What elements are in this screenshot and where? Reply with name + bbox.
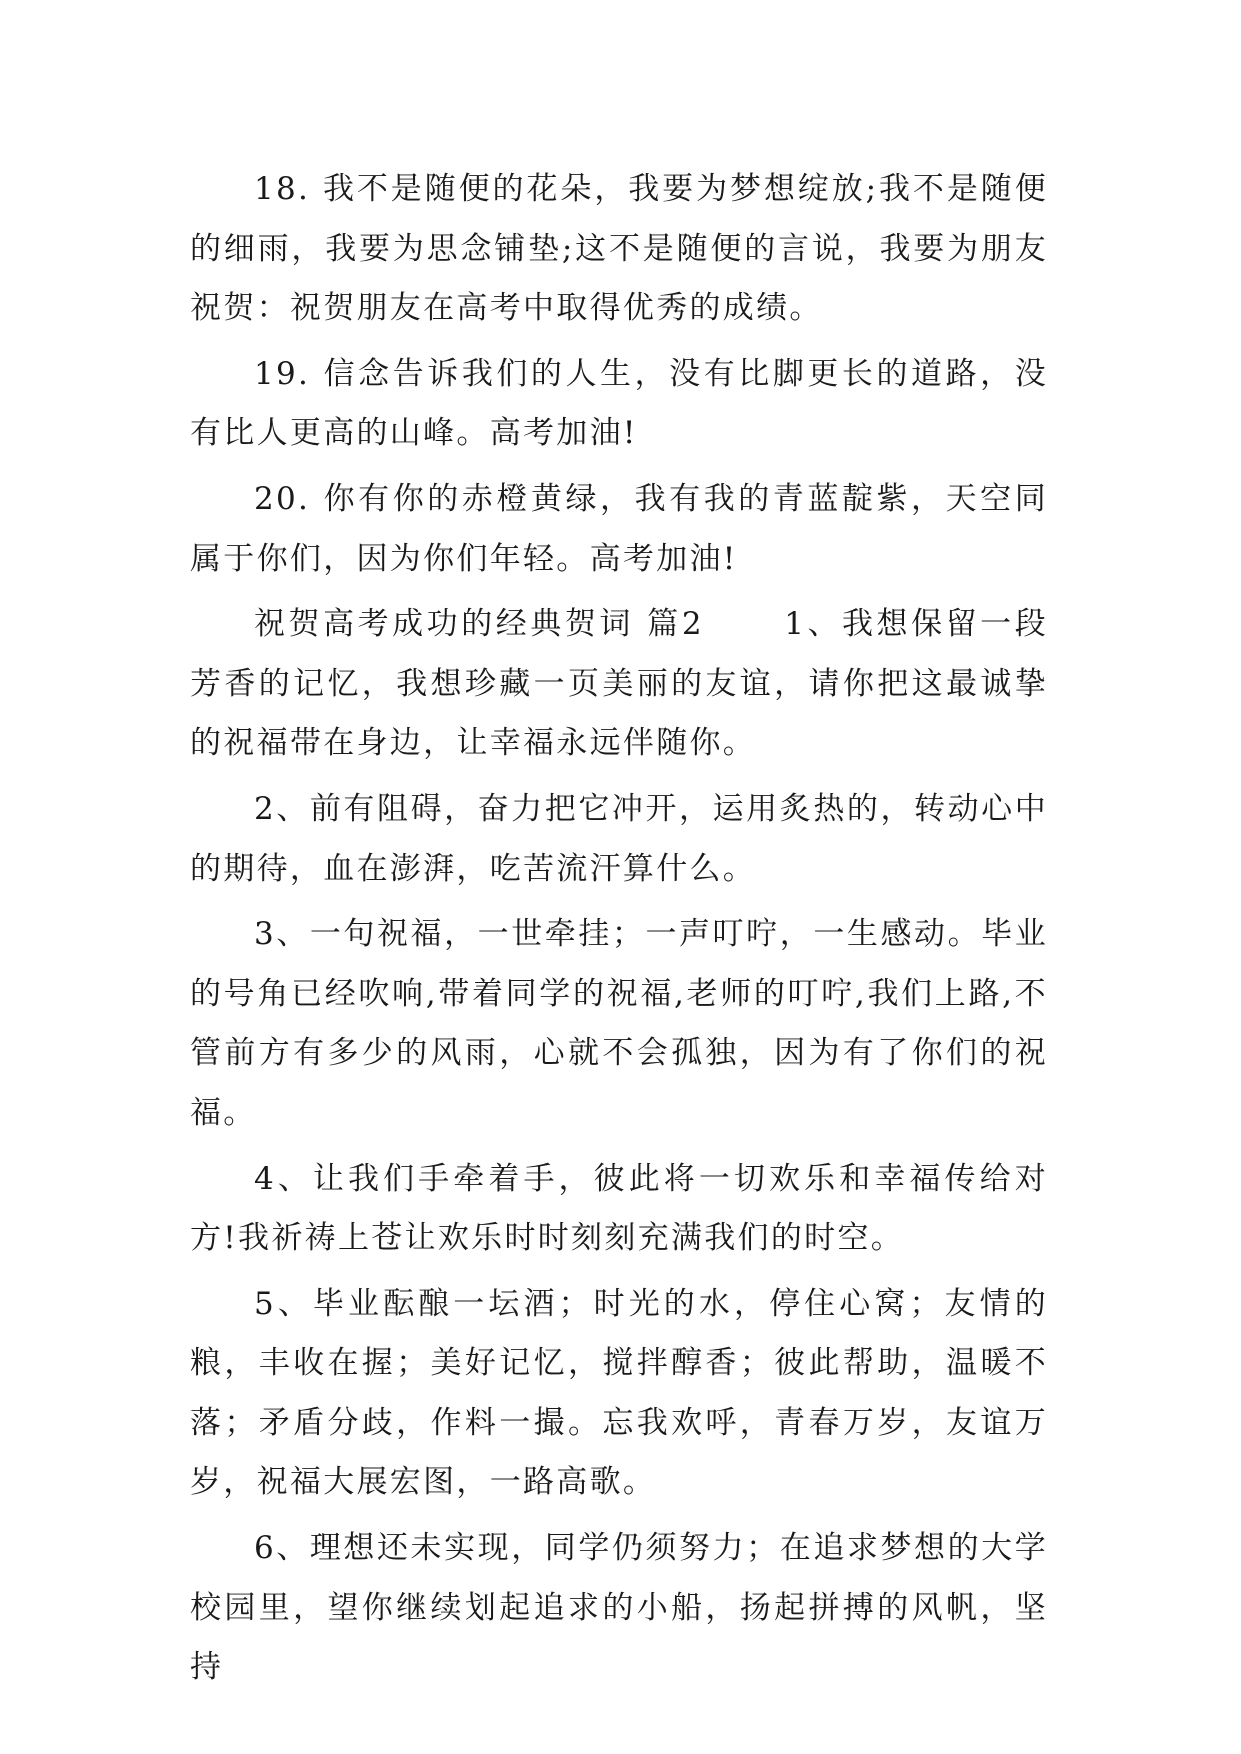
paragraph-18: 18. 我不是随便的花朵，我要为梦想绽放;我不是随便的细雨，我要为思念铺垫;这不是随便的言说，我要为朋友祝贺：祝贺朋友在高考中取得优秀的成绩。	[190, 171, 1048, 327]
paragraph-section-2-item-1: 祝贺高考成功的经典贺词 篇2 1、我想保留一段芳香的记忆，我想珍藏一页美丽的友谊，请你把这最诚挚的祝福带在身边，让幸福永远伴随你。	[190, 606, 1048, 762]
paragraph-19: 19. 信念告诉我们的人生，没有比脚更长的道路，没有比人更高的山峰。高考加油!	[190, 355, 1048, 452]
paragraph-item-3: 3、一句祝福，一世牵挂；一声叮咛，一生感动。毕业的号角已经吹响,带着同学的祝福,老师的叮咛,我们上路,不管前方有多少的风雨，心就不会孤独，因为有了你们的祝福。	[190, 916, 1048, 1131]
paragraph-item-6: 6、理想还未实现，同学仍须努力；在追求梦想的大学校园里，望你继续划起追求的小船，扬起拼搏的风帆，坚持	[190, 1530, 1048, 1686]
paragraph-20: 20. 你有你的赤橙黄绿，我有我的青蓝靛紫，天空同属于你们，因为你们年轻。高考加油!	[190, 480, 1048, 577]
paragraph-item-5: 5、毕业酝酿一坛酒；时光的水，停住心窝；友情的粮，丰收在握；美好记忆，搅拌醇香；彼此帮助，温暖不落；矛盾分歧，作料一撮。忘我欢呼，青春万岁，友谊万岁，祝福大展宏图，一路高歌。	[190, 1285, 1048, 1501]
document-body	[190, 160, 1048, 1704]
paragraph-item-2: 2、前有阻碍，奋力把它冲开，运用炙热的，转动心中的期待，血在澎湃，吃苦流汗算什么。	[190, 790, 1048, 887]
paragraph-item-4: 4、让我们手牵着手，彼此将一切欢乐和幸福传给对方!我祈祷上苍让欢乐时时刻刻充满我们的时空。	[190, 1160, 1048, 1257]
